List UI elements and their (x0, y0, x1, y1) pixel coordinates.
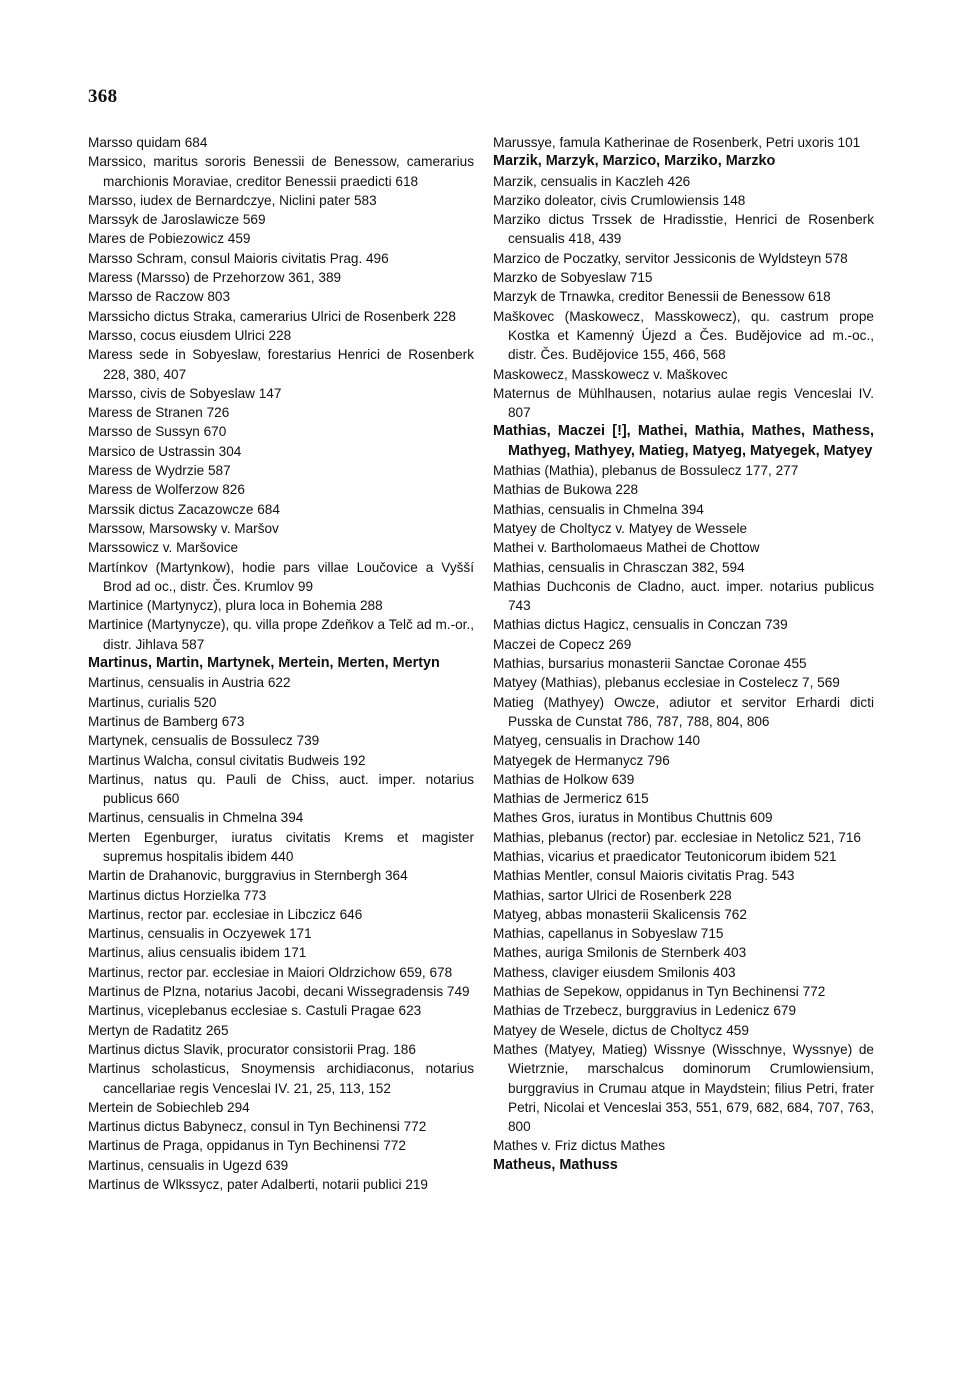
index-heading: Matheus, Mathuss (493, 1156, 618, 1173)
index-entry: Marsso quidam 684 (88, 135, 208, 150)
index-entry: Maternus de Mühlhausen, notarius aulae regis Venceslai IV. 807 (493, 385, 874, 421)
index-entry: Marsso, cocus eiusdem Ulrici 228 (88, 327, 292, 343)
index-entry: Matyeg, abbas monasterii Skalicensis 762 (493, 906, 747, 922)
index-entry: Maskowecz, Masskowecz v. Maškovec (493, 366, 728, 382)
index-entry: Martinus, censualis in Oczyewek 171 (88, 926, 312, 942)
index-entry: Mathias de Holkow 639 (493, 771, 635, 787)
index-entry: Martinus, alius censualis ibidem 171 (88, 945, 307, 961)
index-entry: Marziko doleator, civis Crumlowiensis 148 (493, 192, 746, 208)
index-entry: Matyey (Mathias), plebanus ecclesiae in Costelecz 7, 569 (493, 675, 840, 691)
page-number: 368 (88, 86, 118, 107)
index-entry: Martinus de Plzna, notarius Jacobi, decani Wissegradensis 749 (88, 984, 470, 1000)
index-entry: Marzko de Sobyeslaw 715 (493, 270, 653, 286)
index-entry: Matyeg, censualis in Drachow 140 (493, 733, 701, 749)
index-entry: Mathei v. Bartholomaeus Mathei de Chottow (493, 540, 760, 556)
index-entry: Martinus, natus qu. Pauli de Chiss, auct. imper. notarius publicus 660 (88, 771, 474, 807)
index-entry: Martinus, censualis in Ugezd 639 (88, 1157, 289, 1173)
index-entry: Mathias Mentler, consul Maioris civitatis Prag. 543 (493, 868, 795, 884)
index-entry: Mathess, claviger eiusdem Smilonis 403 (493, 964, 736, 980)
index-entry: Marzyk de Trnawka, creditor Benessii de Benessow 618 (493, 289, 831, 305)
index-entry: Mathias de Trzebecz, burggravius in Ledenicz 679 (493, 1003, 797, 1019)
index-entry: Martinus, viceplebanus ecclesiae s. Castuli Pragae 623 (88, 1003, 422, 1019)
index-heading: Mathias, Maczei [!], Mathei, Mathia, Mathes, Mathess, Mathyeg, Mathyey, Matieg, Matyeg, Matyegek, Matyey (493, 423, 874, 459)
index-entry: Maress (Marsso) de Przehorzow 361, 389 (88, 270, 342, 286)
index-entry: Martinus dictus Babynecz, consul in Tyn Bechinensi 772 (88, 1119, 427, 1135)
index-entry: Marziko dictus Trssek de Hradisstie, Henrici de Rosenberk censualis 418, 439 (493, 212, 874, 247)
index-entry: Martinus, rector par. ecclesiae in Libczicz 646 (88, 906, 363, 922)
index-entry: Martin de Drahanovic, burggravius in Sternbergh 364 (88, 868, 408, 884)
index-entry: Marsso, civis de Sobyeslaw 147 (88, 385, 282, 401)
index-entry: Marsso de Raczow 803 (88, 289, 231, 305)
index-entry: Mathias, bursarius monasterii Sanctae Coronae 455 (493, 656, 807, 672)
index-entry: Martinus dictus Slavik, procurator consistorii Prag. 186 (88, 1041, 416, 1057)
index-entry: Marssik dictus Zacazowcze 684 (88, 501, 280, 517)
index-entry: Martinice (Martynycz), plura loca in Bohemia 288 (88, 598, 383, 614)
index-entry: Marssico, maritus sororis Benessii de Benessow, camerarius marchionis Moraviae, creditor Benessii praedicti 618 (88, 154, 474, 189)
index-entry: Merten Egenburger, iuratus civitatis Krems et magister supremus hospitalis ibidem 440 (88, 829, 474, 864)
index-entry: Mathes v. Friz dictus Mathes (493, 1138, 665, 1154)
index-column-right (493, 133, 874, 1175)
index-entry: Mathias de Bukowa 228 (493, 482, 639, 498)
index-entry: Martinus, rector par. ecclesiae in Maiori Oldrzichow 659, 678 (88, 964, 453, 980)
index-entry: Mathias, censualis in Chrasczan 382, 594 (493, 559, 745, 575)
index-entry: Martinus, censualis in Austria 622 (88, 675, 291, 691)
index-entry: Matyey de Choltycz v. Matyey de Wessele (493, 520, 748, 536)
index-entry: Marssow, Marsowsky v. Maršov (88, 520, 279, 536)
index-entry: Martinus dictus Horzielka 773 (88, 887, 267, 903)
index-entry: Martinus Walcha, consul civitatis Budweis 192 (88, 752, 366, 768)
index-entry: Mathias, plebanus (rector) par. ecclesiae in Netolicz 521, 716 (493, 829, 861, 845)
index-entry: Mathias Duchconis de Cladno, auct. imper. notarius publicus 743 (493, 578, 874, 614)
index-entry: Mathias, capellanus in Sobyeslaw 715 (493, 926, 724, 942)
index-entry: Marsso Schram, consul Maioris civitatis Prag. 496 (88, 250, 389, 266)
index-heading: Martinus, Martin, Martynek, Mertein, Merten, Mertyn (88, 655, 440, 672)
index-entry: Mathias (Mathia), plebanus de Bossulecz 177, 277 (493, 463, 799, 479)
index-entry: Mathias dictus Hagicz, censualis in Conczan 739 (493, 617, 788, 633)
index-entry: Marussye, famula Katherinae de Rosenberk, Petri uxoris 101 (493, 135, 861, 150)
index-entry: Maškovec (Maskowecz, Masskowecz), qu. castrum prope Kostka et Kamenný Újezd a Čes. Budějovice ad m.-oc., distr. Čes. Budějovice 155, 466, 568 (493, 308, 874, 363)
index-entry: Marssowicz v. Maršovice (88, 540, 239, 556)
index-entry: Matieg (Mathyey) Owcze, adiutor et servitor Erhardi dicti Pusska de Cunstat 786, 787, 788, 804, 806 (493, 694, 874, 729)
index-entry: Martinus, censualis in Chmelna 394 (88, 810, 304, 826)
index-entry: Marssicho dictus Straka, camerarius Ulrici de Rosenberk 228 (88, 308, 456, 324)
index-entry: Maczei de Copecz 269 (493, 636, 632, 652)
index-entry: Martinus, curialis 520 (88, 694, 217, 710)
index-entry: Matyegek de Hermanycz 796 (493, 752, 670, 768)
index-entry: Maress de Wydrzie 587 (88, 463, 231, 479)
index-entry: Mathias, vicarius et praedicator Teutonicorum ibidem 521 (493, 848, 837, 864)
index-entry: Mathes, auriga Smilonis de Sternberk 403 (493, 945, 747, 961)
index-entry: Maress sede in Sobyeslaw, forestarius Henrici de Rosenberk 228, 380, 407 (88, 347, 474, 382)
index-heading: Marzik, Marzyk, Marzico, Marziko, Marzko (493, 153, 776, 170)
index-entry: Marsico de Ustrassin 304 (88, 443, 242, 459)
index-entry: Mares de Pobiezowicz 459 (88, 231, 251, 247)
index-entry: Martinus de Bamberg 673 (88, 713, 245, 729)
index-entry: Marssyk de Jaroslawicze 569 (88, 212, 266, 228)
index-entry: Martinus de Wlkssycz, pater Adalberti, notarii publici 219 (88, 1177, 428, 1193)
index-entry: Martinus de Praga, oppidanus in Tyn Bechinensi 772 (88, 1138, 406, 1154)
index-entry: Marzico de Poczatky, servitor Jessiconis de Wyldsteyn 578 (493, 250, 848, 266)
index-entry: Martinus scholasticus, Snoymensis archidiaconus, notarius cancellariae regis Venceslai IV. 21, 25, 113, 152 (88, 1061, 474, 1096)
index-entry: Mathias, censualis in Chmelna 394 (493, 501, 704, 517)
index-entry: Mathias de Sepekow, oppidanus in Tyn Bechinensi 772 (493, 984, 826, 1000)
index-entry: Martinice (Martynycze), qu. villa prope Zdeňkov a Telč ad m.-or., distr. Jihlava 587 (88, 617, 474, 652)
index-entry: Maress de Wolferzow 826 (88, 482, 245, 498)
index-entry: Matyey de Wesele, dictus de Choltycz 459 (493, 1022, 749, 1038)
index-column-left (88, 133, 474, 1194)
index-entry: Mathes Gros, iuratus in Montibus Chuttnis 609 (493, 810, 773, 826)
index-entry: Mertyn de Radatitz 265 (88, 1022, 229, 1038)
index-entry: Mathes (Matyey, Matieg) Wissnye (Wisschnye, Wyssnye) de Wietrznie, marschalcus dominorum Crumlowiensium, burggravius in Crumau atque in Maydstein; filius Petri, frater Petri, Nicolai et Venceslai 353, 551, 679, 682, 684, 707, 763, 800 (493, 1041, 874, 1135)
index-entry: Marsso, iudex de Bernardczye, Niclini pater 583 (88, 192, 377, 208)
index-entry: Marsso de Sussyn 670 (88, 424, 227, 440)
index-entry: Mathias de Jermericz 615 (493, 791, 649, 807)
index-entry: Martínkov (Martynkow), hodie pars villae Loučovice a Vyšší Brod ad oc., distr. Čes. Krumlov 99 (88, 559, 474, 594)
index-entry: Mertein de Sobiechleb 294 (88, 1099, 250, 1115)
index-entry: Maress de Stranen 726 (88, 405, 230, 421)
index-entry: Marzik, censualis in Kaczleh 426 (493, 173, 691, 189)
index-entry: Mathias, sartor Ulrici de Rosenberk 228 (493, 887, 732, 903)
index-entry: Martynek, censualis de Bossulecz 739 (88, 733, 320, 749)
